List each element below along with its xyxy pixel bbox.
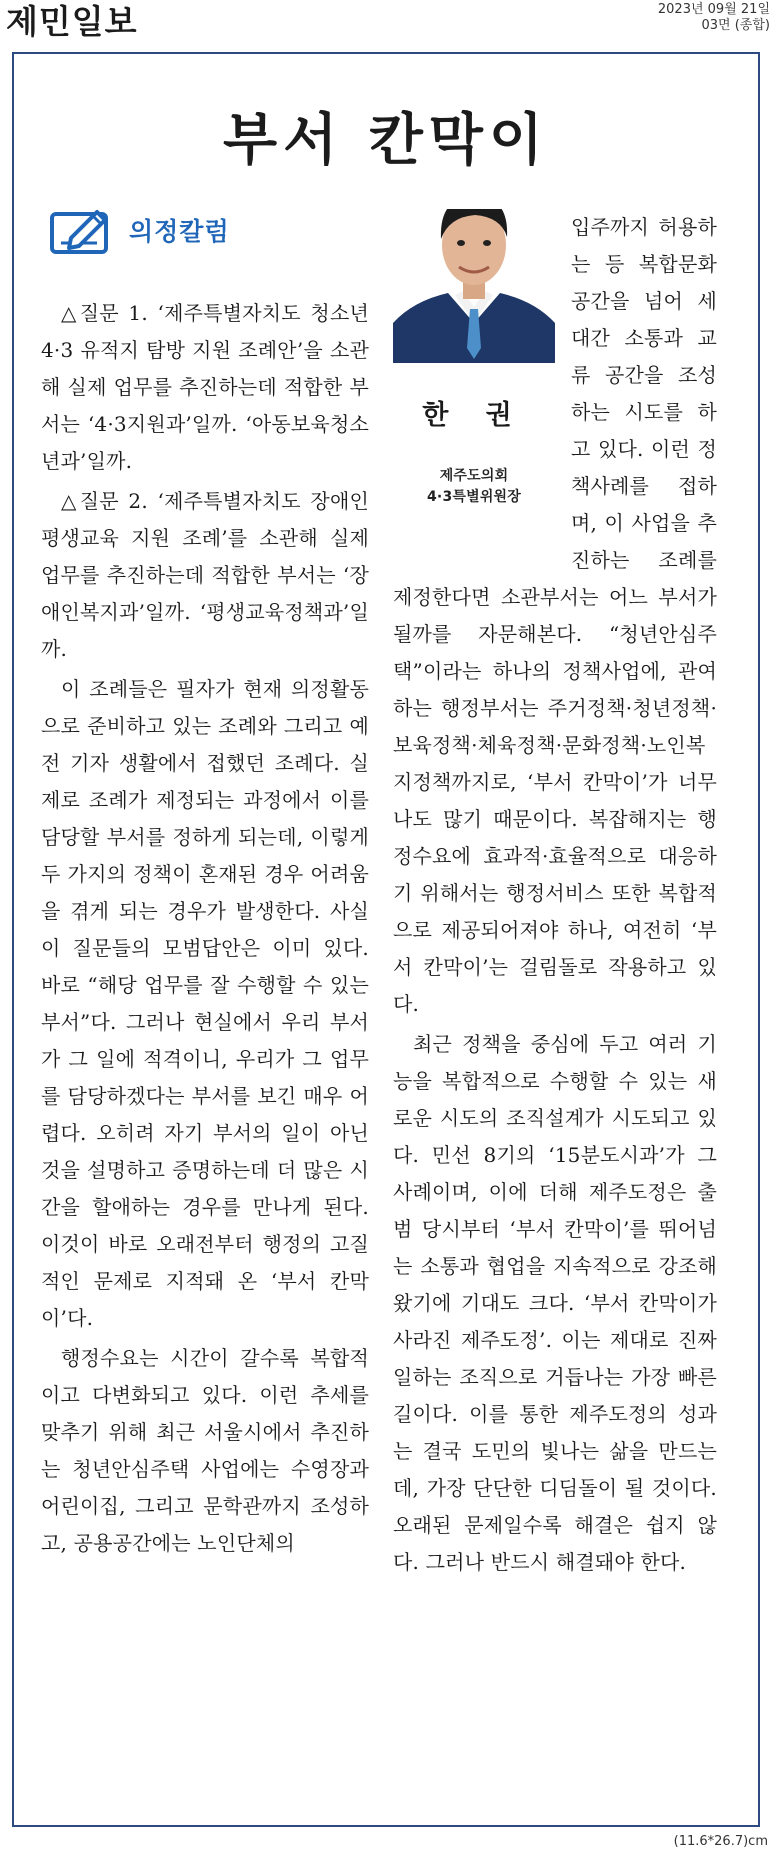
size-note: (11.6*26.7)cm — [673, 1834, 768, 1849]
headline: 부서 칸막이 — [223, 107, 549, 173]
author-org: 제주도의회 — [439, 468, 509, 484]
dateline — [658, 2, 770, 34]
author-title: 4·3특별위원장 — [426, 489, 522, 505]
column-label-text: 의정칼럼 — [129, 217, 230, 246]
paragraph: 행정수요는 시간이 갈수록 복합적이고 다변화되고 있다. 이런 추세를 맞추기 위해 최근 서울시에서 추진하는 청년안심주택 사업에는 수영장과 어린이집, 그리고 문학관까지 조성하고, 공용공간에는 노인단체의 — [41, 1346, 369, 1555]
paragraph: 입주까지 허용하는 등 복합문화공간을 넘어 세대간 소통과 교류 공간을 조성하는 시도를 하고 있다. 이런 정책사례를 접하며, 이 사업을 추진하는 조례를 제정한다면 소관부서는 어느 부서가 될까를 자문해본다. “청년안심주택”이라는 하나의 정책사업에, 관여하는 행정부서는 주거정책·청년정책·보육정책·체육정책·문화정책·노인복지정책까지로, ‘부서 칸막이’가 너무나도 많기 때문이다. 복잡해지는 행정수요에 효과적·효율적으로 대응하기 위해서는 행정서비스 또한 복합적으로 제공되어져야 하나, 여전히 ‘부서 칸막이’는 걸림돌로 작용하고 있다. — [393, 215, 717, 1016]
masthead — [0, 0, 776, 46]
paragraph: 최근 정책을 중심에 두고 여러 기능을 복합적으로 수행할 수 있는 새로운 시도의 조직설계가 시도되고 있다. 민선 8기의 ‘15분도시과’가 그 사례이며, 이에 더해 제주도정은 출범 당시부터 ‘부서 칸막이’를 뛰어넘는 소통과 협업을 지속적으로 강조해 왔기에 기대도 크다. ‘부서 칸막이가 사라진 제주도정’. 이는 제대로 진짜 일하는 조직으로 거듭나는 가장 빠른 길이다. 이를 통한 제주도정의 성과는 결국 도민의 빛나는 삶을 만드는데, 가장 단단한 디딤돌이 될 것이다. 오래된 문제일수록 해결은 쉽지 않다. 그러나 반드시 해결돼야 한다. — [393, 1032, 717, 1574]
page-section: 03면 (종합) — [701, 18, 770, 33]
paragraph: 이 조례들은 필자가 현재 의정활동으로 준비하고 있는 조례와 그리고 예전 기자 생활에서 접했던 조례다. 실제로 조례가 제정되는 과정에서 이를 담당할 부서를 정하게 되는데, 이렇게 두 가지의 정책이 혼재된 경우 어려움을 겪게 되는 경우가 발생한다. 사실 이 질문들의 모범답안은 이미 있다. 바로 “해당 업무를 잘 수행할 수 있는 부서”다. 그러나 현실에서 우리 부서가 그 일에 적격이니, 우리가 그 업무를 담당하겠다는 부서를 보긴 매우 어렵다. 오히려 자기 부서의 일이 아닌 것을 설명하고 증명하는데 더 많은 시간을 할애하는 경우를 만나게 된다. 이것이 바로 오래전부터 행정의 고질적인 문제로 지적돼 온 ‘부서 칸막이’다. — [41, 677, 369, 1330]
author-name: 한 권 — [422, 400, 526, 431]
paragraph: △질문 1. ‘제주특별자치도 청소년 4·3 유적지 탐방 지원 조례안’을 소관해 실제 업무를 추진하는데 적합한 부서는 ‘4·3지원과’일까. ‘아동보육청소년과’일까. — [41, 301, 369, 473]
author-box — [393, 209, 571, 549]
right-column — [393, 209, 717, 1769]
issue-date: 2023년 09월 21일 — [657, 2, 770, 17]
newspaper-logo: 제민일보 — [6, 2, 138, 41]
author-portrait — [393, 209, 555, 363]
left-column — [41, 295, 369, 1855]
paragraph: △질문 2. ‘제주특별자치도 장애인 평생교육 지원 조례’를 소관해 실제 업무를 추진하는데 적합한 부서는 ‘장애인복지과’일까. ‘평생교육정책과’일까. — [41, 489, 369, 661]
article-body — [41, 209, 761, 1769]
